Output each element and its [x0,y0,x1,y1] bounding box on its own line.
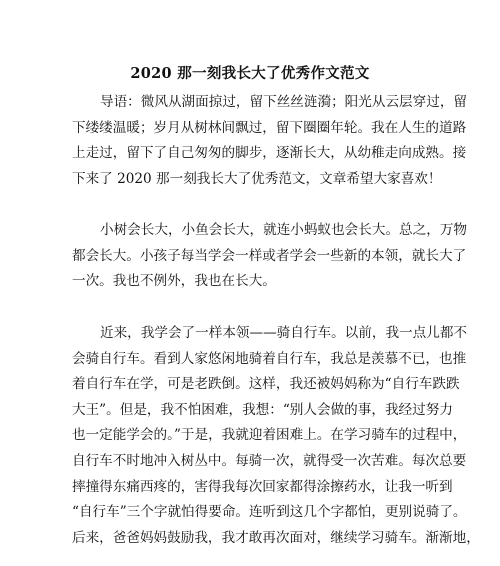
page-title: 2020 那一刻我长大了优秀作文范文 [130,65,370,82]
text-line: 着自行车在学，可是老跌倒。这样，我还被妈妈称为“自行车跌跌 [72,376,460,393]
text-line: 下来了 2020 那一刻我长大了优秀范文，文章希望大家喜欢！ [72,170,442,187]
paragraph-intro [72,90,468,192]
paragraph-bicycle [72,321,480,551]
text-line: 自行车不时地冲入树丛中。每骑一次，就得受一次苦难。每次总要 [72,452,467,469]
text-line: 近来，我学会了一样本领——骑自行车。以前，我一点儿都不 [100,325,468,341]
paragraph-growing [72,218,468,295]
text-line: 一次。我也不例外，我也在长大。 [72,273,276,290]
text-line: 后来，爸爸妈妈鼓励我，我才敢再次面对，继续学习骑车。渐渐地， [72,529,480,546]
text-line: 上走过，留下了自己匆匆的脚步，逐渐长大，从幼稚走向成熟。接 [72,145,467,162]
text-line: 导语：微风从湖面掠过，留下丝丝涟漪；阳光从云层穿过，留 [100,94,468,110]
text-line: 小树会长大，小鱼会长大，就连小蚂蚁也会长大。总之，万物 [100,222,468,238]
text-line: 下缕缕温暖；岁月从树林间飘过，留下圈圈年轮。我在人生的道路 [72,119,467,136]
text-line: 会骑自行车。看到人家悠闲地骑着自行车，我总是羡慕不已，也推 [72,350,467,367]
text-line: 也一定能学会的。”于是，我就迎着困难上。在学习骑车的过程中， [72,427,467,444]
text-line: 都会长大。小孩子每当学会一样或者学会一些新的本领，就长大了 [72,247,467,264]
text-line: 大王”。但是，我不怕困难，我想：“别人会做的事，我经过努力 [72,401,453,418]
text-line: “自行车”三个字就怕得要命。连听到这几个字都怕，更别说骑了。 [72,504,467,521]
text-line: 摔撞得东痛西疼的，害得我每次回家都得涂擦药水，让我一听到 [72,478,453,495]
